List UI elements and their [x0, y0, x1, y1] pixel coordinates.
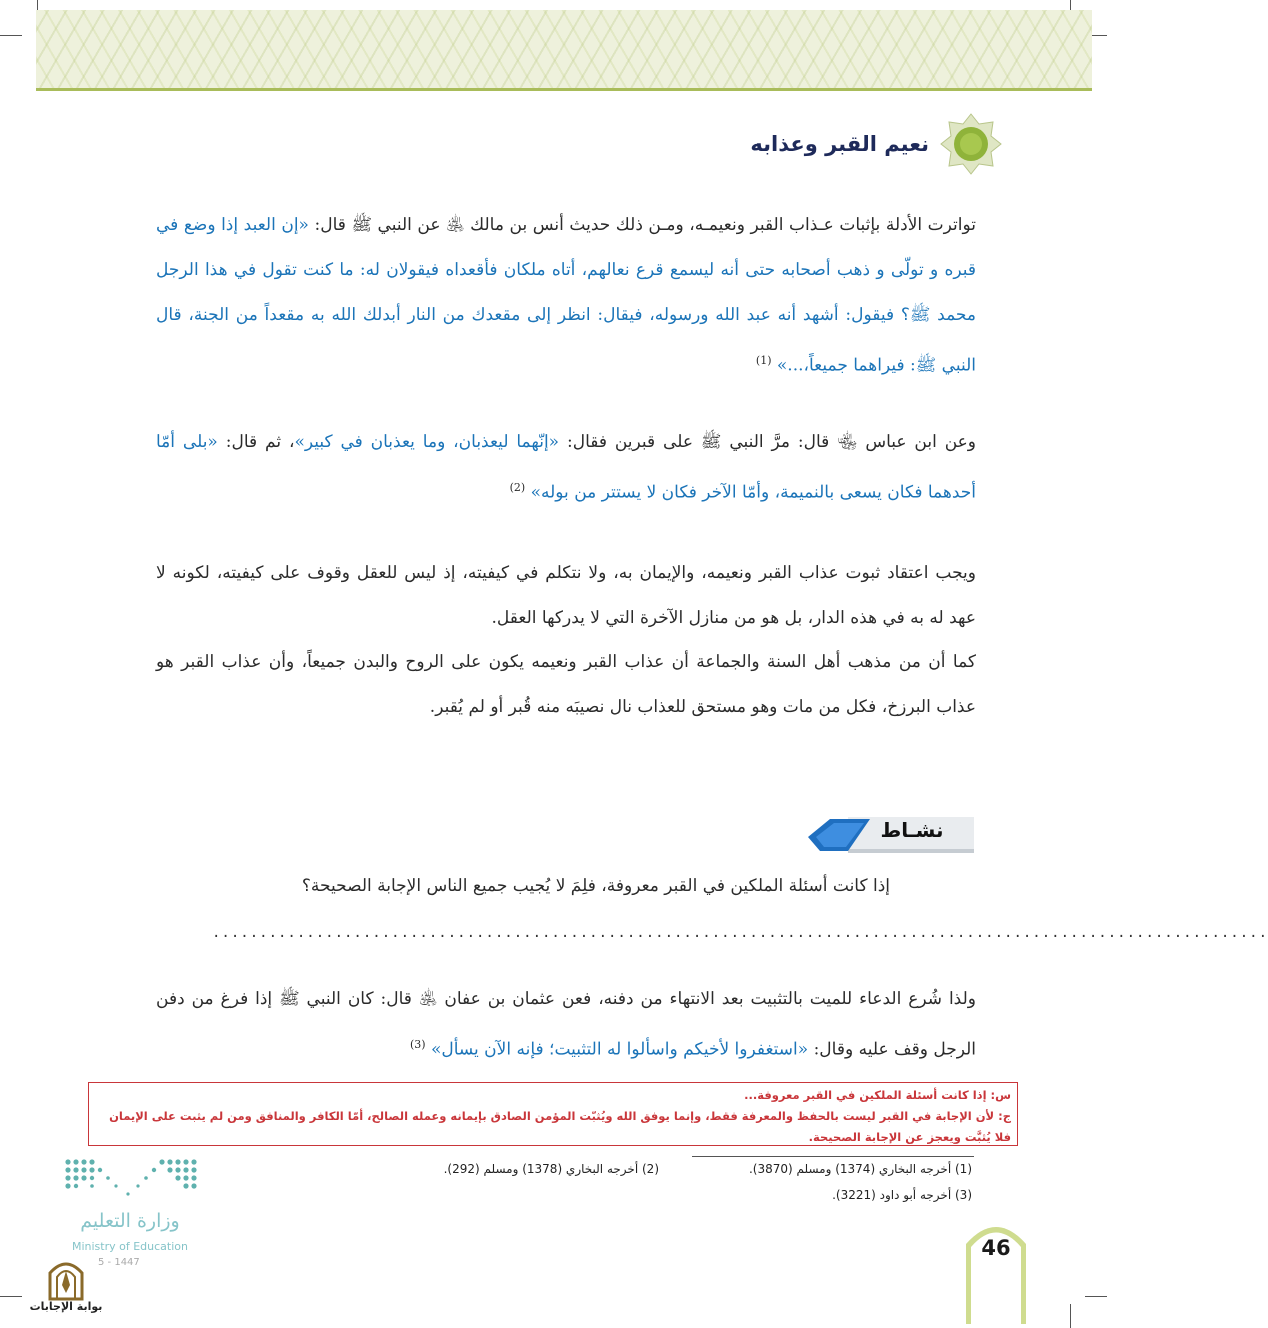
- footnote-3: (3) أخرجه أبو داود (3221).: [832, 1188, 972, 1202]
- footnote-ref: (2): [509, 481, 526, 494]
- crop-mark: [0, 35, 22, 36]
- header-banner: [36, 10, 1092, 91]
- lesson-title-wrap: [750, 122, 929, 166]
- crop-mark: [1085, 1296, 1107, 1297]
- answer-question: س: إذا كانت أسئلة الملكين في القبر معروفة...: [744, 1088, 1011, 1102]
- hadith-quote: «استغفروا لأخيكم واسألوا له التثبيت؛ فإنه الآن يسأل»: [430, 1039, 809, 1060]
- hadith-quote: «بلى أمّا أحدهما فكان يسعى بالنميمة، وأمّا الآخر فكان لا يستتر من بوله»: [156, 432, 976, 503]
- ministry-name-arabic: وزارة التعليم: [80, 1210, 180, 1232]
- title-badge-icon: [939, 112, 1003, 176]
- ministry-logo-icon: [62, 1156, 198, 1200]
- ministry-year: 5 - 1447: [98, 1257, 140, 1268]
- lesson-title: نعيم القبر وعذابه: [750, 132, 929, 156]
- paragraph-hadith-uthman: [156, 977, 976, 1073]
- activity-label: نشـاط: [880, 818, 944, 842]
- hadith-quote: «إن العبد إذا وضع في قبره و تولّى و ذهب أصحابه حتى أنه ليسمع قرع نعالهم، أتاه ملكان فأقعداه فيقولان له: ما كنت تقول في هذا الرجل محمد ﷺ؟ فيقول: أشهد أنه عبد الله ورسوله، فيقال: انظر إلى مقعدك من النار أبدلك الله به مقعداً من الجنة، قال النبي ﷺ: فيراهما جميعاً،...»: [156, 215, 976, 376]
- paragraph-hadith-anas: [156, 203, 976, 389]
- crop-mark: [1070, 1304, 1071, 1328]
- portal-logo-icon: [44, 1255, 88, 1301]
- footnote-divider: [692, 1156, 974, 1157]
- ministry-name-english: Ministry of Education: [71, 1240, 188, 1253]
- footnote-ref: (3): [409, 1038, 426, 1051]
- paragraph-text: ، ثم قال:: [225, 432, 295, 452]
- page-number-tab-icon: [964, 1214, 1028, 1324]
- paragraph-intro: تواترت الأدلة بإثبات عـذاب القبر ونعيمـه، ومـن ذلك حديث أنس بن مالك ﵁ عن النبي ﷺ قال:: [314, 215, 977, 235]
- paragraph-intro: ولذا شُرع الدعاء للميت بالتثبيت بعد الانتهاء من دفنه، فعن عثمان بن عفان ﵁ قال: كان النبي ﷺ إذا فرغ من دفن الرجل وقف عليه وقال:: [156, 989, 976, 1060]
- answer-line[interactable]: ................................................................................................................: [212, 925, 1268, 941]
- activity-question: إذا كانت أسئلة الملكين في القبر معروفة، فلِمَ لا يُجيب جميع الناس الإجابة الصحيحة؟: [301, 876, 890, 896]
- paragraph-text: ويجب اعتقاد ثبوت عذاب القبر ونعيمه، والإيمان به، ولا نتكلم في كيفيته، إذ ليس للعقل وقوف على كيفيته، لكونه لا عهد له به في هذه الدار، بل هو من منازل الآخرة التي لا يدركها العقل.: [156, 563, 976, 628]
- page-number: 46: [981, 1236, 1011, 1260]
- paragraph-text: كما أن من مذهب أهل السنة والجماعة أن عذاب القبر ونعيمه يكون على الروح والبدن جميعاً، وأن عذاب القبر هو عذاب البرزخ، فكل من مات وهو مستحق للعذاب نال نصيبَه منه قُبر أو لم يُقبر.: [156, 652, 976, 717]
- paragraph-intro: وعن ابن عباس ﵄ قال: مرَّ النبي ﷺ على قبرين فقال:: [566, 432, 977, 452]
- portal-label: بوابة الإجابات: [29, 1300, 103, 1313]
- crop-mark: [0, 1296, 22, 1297]
- footnote-2: (2) أخرجه البخاري (1378) ومسلم (292).: [443, 1162, 659, 1176]
- answer-text: ج: لأن الإجابة في القبر ليست بالحفظ والمعرفة فقط، وإنما يوفق الله ويُثبّت المؤمن الصادق بإيمانه وعمله الصالح، أمّا الكافر والمنافق ومن لم يثبت على الإيمان فلا يُثبَّت ويعجز عن الإجابة الصحيحة.: [109, 1109, 1011, 1144]
- paragraph-hadith-ibn-abbas: [156, 420, 976, 516]
- answer-box: [88, 1082, 1018, 1146]
- paragraph-belief: [156, 551, 976, 641]
- paragraph-sunnah-view: [156, 640, 976, 730]
- footnote-ref: (1): [755, 354, 772, 367]
- footnote-1: (1) أخرجه البخاري (1374) ومسلم (3870).: [748, 1162, 972, 1176]
- hadith-quote: «إنّهما ليعذبان، وما يعذبان في كبير»: [294, 432, 560, 452]
